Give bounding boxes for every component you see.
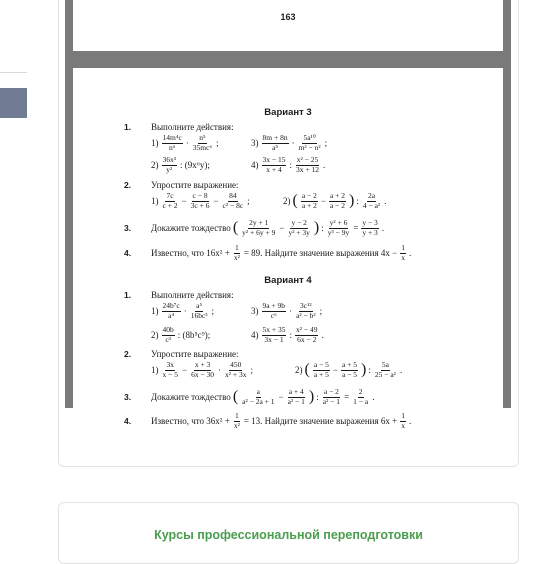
v3-exercise-4: Известно, что 16x² + $\frac{1}{\text{x²}}$ = 89. Найдите значение выражения 4x − $\frac{1}{x}$ . <box>151 243 412 262</box>
left-divider <box>0 72 27 73</box>
v4-exercise-1-2: 2) $\frac{40b}{\text{c³}}$ : (8b⁵c⁹); <box>151 325 211 344</box>
promo-title[interactable]: Курсы профессиональной переподготовки <box>154 528 423 542</box>
current-page: Вариант 3 1. Выполните действия: 1) $\frac{\text{14m⁴c}}{\text{n⁶}}$ · $\frac{\text{n⁵}}{\text{35mc⁶}}$ ; 3) $\frac{8m + 8n}{\text{a⁵}}$ · $\frac{\text{5a¹⁰}}{\text{m² − n²}}$ ; 2) $\frac{\text{36x³}}{\text{y²}}$ : (9x⁶y); 4) $\frac{3x - 15}{x + 4}$ : $\frac{\text{x² − 25}}{3x + 12}$ . 2. Упростите выражение: 1) $\frac{7c}{c + 2}$ − $\frac{c - 8}{3c + 6}$ − $\frac{84}{\text{c² − 8c}}$ ; 2) ( $\frac{a - 2}{a + 2}$ − $\frac{a + 2}{a - 2}$ ) : $\frac{2a}{\text{4 − a²}}$ . 3. Докажите тождество ( $\frac{2y + 1}{\text{y² + 6y + 9}}$ − $\frac{y - 2}{\text{y² + 3y}}$ ) : $\frac{\text{y² + 6}}{\text{y³ − 9y}}$ = $\frac{y - 3}{y + 3}$ . 4. Известно, что 16x² + $\frac{1}{\text{x²}}$ = 89. Найдите значение выражения 4x − $\frac{1}{x}$ . Вариант 4 1. Выполните действия: 1) $\frac{\text{24b⁷c}}{\text{a⁴}}$ · $\frac{\text{a⁵}}{\text{16bc³}}$ ; 3) $\frac{9a + 9b}{\text{c⁶}}$ · $\frac{\text{3c¹²}}{\text{a² − b²}}$ ; 2) $\frac{40b}{\text{c³}}$ : (8b⁵c⁹); 4) $\frac{5x + 35}{3x - 1}$ : $\frac{\text{x² − 49}}{6x - 2}$ . 2. Упростите выражение: 1) $\frac{3x}{x - 5}$ − $\frac{x + 3}{6x - 30}$ · $\frac{450}{\text{x² + 3x}}$ ; 2) ( $\frac{a - 5}{a + 5}$ − $\frac{a + 5}{a - 5}$ ) : $\frac{5a}{\text{25 − a²}}$ . 3. Докажите тождество ( $\frac{a}{\text{a² − 2a + 1}}$ − $\frac{a + 4}{\text{a² − 1}}$ ) : $\frac{a - 2}{\text{a² − 1}}$ = $\frac{2}{1 - a}$ . <box>73 68 503 408</box>
v3-exercise-1-4: 4) $\frac{3x - 15}{x + 4}$ : $\frac{\text{x² − 25}}{3x + 12}$ . <box>251 155 326 174</box>
v3-exercise-3: Докажите тождество ( $\frac{2y + 1}{\text{y² + 6y + 9}}$ − $\frac{y - 2}{\text{y² + 3y}}$ ) : $\frac{\text{y² + 6}}{\text{y³ − 9y}}$ = $\frac{y - 3}{y + 3}$ . <box>151 218 385 237</box>
previous-page <box>73 0 503 51</box>
v4-exercise-3: Докажите тождество ( $\frac{a}{\text{a² − 2a + 1}}$ − $\frac{a + 4}{\text{a² − 1}}$ ) : $\frac{a - 2}{\text{a² − 1}}$ = $\frac{2}{1 - a}$ . <box>151 387 375 406</box>
v3-exercise-1-2: 2) $\frac{\text{36x³}}{\text{y²}}$ : (9x⁶y); <box>151 155 210 174</box>
promo-card[interactable] <box>58 502 519 564</box>
task-text: Выполните действия: <box>151 122 234 132</box>
v4-exercise-1-3: 3) $\frac{9a + 9b}{\text{c⁶}}$ · $\frac{\text{3c¹²}}{\text{a² − b²}}$ ; <box>251 301 323 320</box>
v4-exercise-2-1: 1) $\frac{3x}{x - 5}$ − $\frac{x + 3}{6x - 30}$ · $\frac{450}{\text{x² + 3x}}$ ; <box>151 360 254 379</box>
v3-exercise-2-2: 2) ( $\frac{a - 2}{a + 2}$ − $\frac{a + 2}{a - 2}$ ) : $\frac{2a}{\text{4 − a²}}$ . <box>283 191 387 210</box>
v4-exercise-1-1: 1) $\frac{\text{24b⁷c}}{\text{a⁴}}$ · $\frac{\text{a⁵}}{\text{16bc³}}$ ; <box>151 301 215 320</box>
task-number: 1. <box>124 122 132 132</box>
page-number: 163 <box>280 12 296 22</box>
side-tab[interactable] <box>0 88 27 118</box>
variant-4-title: Вариант 4 <box>264 275 312 286</box>
v4-exercise-4: Известно, что 36x² + $\frac{1}{\text{x²}}$ = 13. Найдите значение выражения 6x + $\frac{1}{x}$ . <box>151 411 412 430</box>
v4-exercise-1-4: 4) $\frac{5x + 35}{3x - 1}$ : $\frac{\text{x² − 49}}{6x - 2}$ . <box>251 325 324 344</box>
v3-exercise-1-3: 3) $\frac{8m + 8n}{\text{a⁵}}$ · $\frac{\text{5a¹⁰}}{\text{m² − n²}}$ ; <box>251 133 328 152</box>
v4-exercise-2-2: 2) ( $\frac{a - 5}{a + 5}$ − $\frac{a + 5}{a - 5}$ ) : $\frac{5a}{\text{25 − a²}}$ . <box>295 360 403 379</box>
v3-exercise-2-1: 1) $\frac{7c}{c + 2}$ − $\frac{c - 8}{3c + 6}$ − $\frac{84}{\text{c² − 8c}}$ ; <box>151 191 250 210</box>
v3-exercise-1-1: 1) $\frac{\text{14m⁴c}}{\text{n⁶}}$ · $\frac{\text{n⁵}}{\text{35mc⁶}}$ ; <box>151 133 219 152</box>
variant-3-title: Вариант 3 <box>264 107 312 118</box>
